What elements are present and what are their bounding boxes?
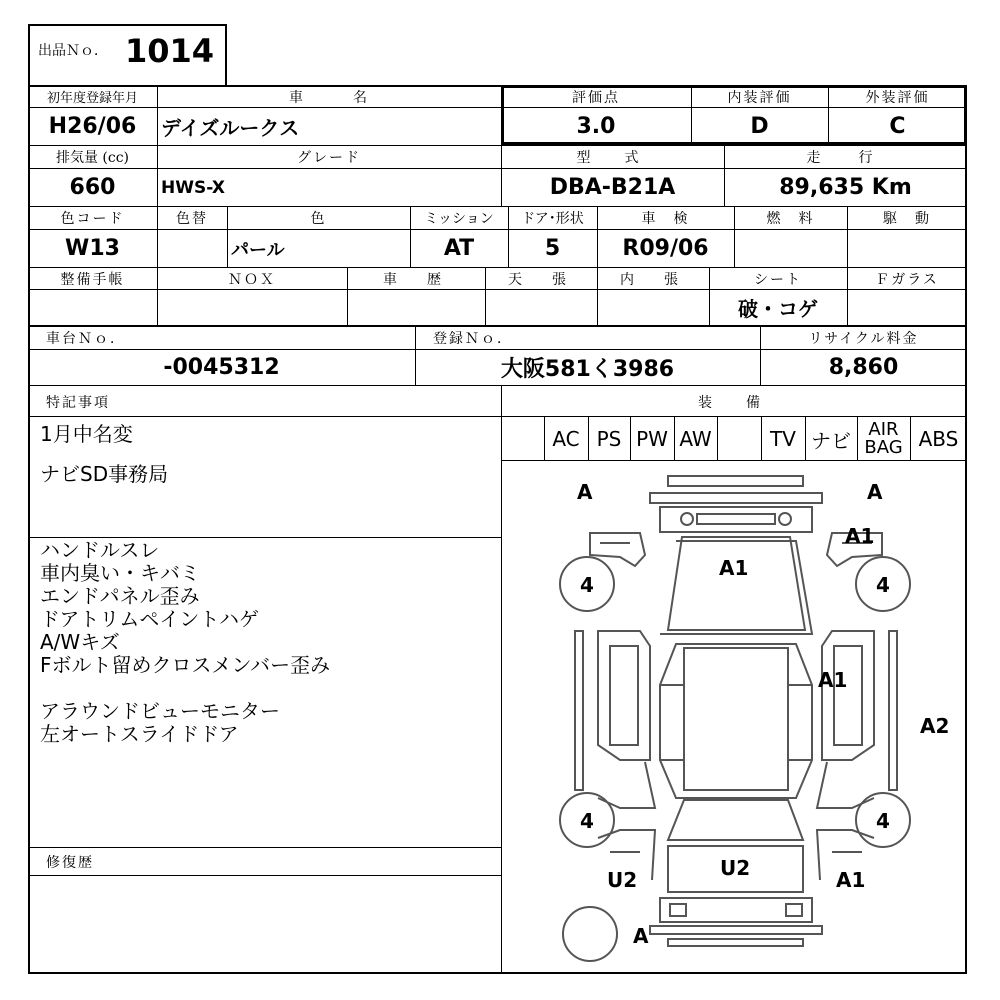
model-value: DBA-B21A xyxy=(549,175,676,200)
inspection-value: R09/06 xyxy=(622,236,709,261)
note-top-2: ナビSD事務局 xyxy=(40,462,169,486)
mark-hood: A1 xyxy=(719,556,749,580)
mark-front-left: A xyxy=(577,480,593,504)
mark-rear-right: A1 xyxy=(836,868,866,892)
roof-shape xyxy=(684,648,788,790)
interior-label: 内装評価 xyxy=(727,89,792,106)
score-label: 評価点 xyxy=(572,89,620,106)
mark-tire-rr: 4 xyxy=(876,809,890,833)
inspection-label: 車 検 xyxy=(641,211,690,227)
spare-tire-shape xyxy=(563,907,617,961)
mark-front-right: A xyxy=(867,480,883,504)
interior-value: D xyxy=(750,114,769,139)
rear-bumper-shape xyxy=(660,898,812,922)
equip-item-abs: ABS xyxy=(918,427,959,451)
color-code-value: W13 xyxy=(65,236,120,261)
equip-item-aw: AW xyxy=(679,427,712,451)
car-damage-diagram xyxy=(501,461,967,974)
exterior-value: C xyxy=(889,114,906,139)
chassis-value: -0045312 xyxy=(163,355,280,380)
fuel-value xyxy=(734,230,847,267)
recycle-label: リサイクル料金 xyxy=(808,331,919,347)
first-reg-value: H26/06 xyxy=(48,114,137,139)
registration-label: 登録Ｎｏ． xyxy=(433,331,513,347)
left-door-front-shape xyxy=(598,631,650,760)
seat-label: シート xyxy=(754,271,802,288)
note-top-1: 1月中名変 xyxy=(40,422,133,446)
doors-label: ドア･形状 xyxy=(521,211,584,227)
transmission-value: AT xyxy=(443,236,475,261)
equip-item-airbag: AIR BAG xyxy=(864,419,903,458)
chassis-label: 車台Ｎｏ． xyxy=(46,331,126,347)
repaint-value xyxy=(157,230,227,267)
note-4: ドアトリムペイントハゲ xyxy=(40,607,259,631)
transmission-label: ミッション xyxy=(424,211,494,227)
mark-tire-rl: 4 xyxy=(580,809,594,833)
equip-item-pw: PW xyxy=(636,427,668,451)
mark-tire-fl: 4 xyxy=(580,573,594,597)
grade-label: グレード xyxy=(297,150,361,166)
equipment-label: 装 備 xyxy=(698,394,770,411)
nox-label: ＮＯＸ xyxy=(228,271,276,288)
score-value: 3.0 xyxy=(576,114,616,139)
color-value: パール xyxy=(231,239,285,261)
mark-right-front-door: A1 xyxy=(818,668,848,692)
mark-right-side: A2 xyxy=(920,714,950,738)
note-9: 左オートスライドドア xyxy=(40,722,239,746)
drive-label: 駆 動 xyxy=(883,211,931,227)
left-fender-shape xyxy=(590,533,645,566)
glass-label: Ｆガラス xyxy=(875,271,939,288)
equip-item-0 xyxy=(501,418,544,460)
color-code-label: 色コード xyxy=(60,211,125,227)
front-bumper-shape xyxy=(668,476,803,486)
seat-value: 破・コゲ xyxy=(738,297,818,321)
model-label: 型 式 xyxy=(576,150,649,166)
note-3: エンドパネル歪み xyxy=(40,584,200,608)
first-reg-label: 初年度登録年月 xyxy=(46,91,138,106)
equip-item-ps: PS xyxy=(596,427,622,451)
hood-shape xyxy=(668,537,805,630)
lot-number-label: 出品Ｎｏ． xyxy=(38,43,108,59)
displacement-value: 660 xyxy=(69,175,116,200)
color-label: 色 xyxy=(310,211,327,227)
equip-item-ac: AC xyxy=(552,427,580,451)
note-1: ハンドルスレ xyxy=(40,538,160,562)
equip-item-tv: TV xyxy=(770,427,796,451)
repair-history-label: 修復歴 xyxy=(46,854,94,871)
equip-item-navi: ナビ xyxy=(811,428,851,453)
lot-number: 1014 xyxy=(125,32,215,70)
interior-trim-label: 内 張 xyxy=(620,271,686,288)
mileage-label: 走 行 xyxy=(806,150,885,166)
roof-label: 天 張 xyxy=(508,271,574,288)
grade-value: HWS-X xyxy=(161,177,225,198)
note-2: 車内臭い・キバミ xyxy=(40,561,200,585)
note-8: アラウンドビューモニター xyxy=(40,699,280,723)
equip-item-5 xyxy=(717,418,761,460)
registration-value: 大阪581く3986 xyxy=(500,357,675,382)
history-label: 車 歴 xyxy=(383,271,449,288)
drive-value xyxy=(847,230,967,267)
repaint-label: 色替 xyxy=(176,211,208,227)
service-book-label: 整備手帳 xyxy=(60,271,125,288)
mark-rear-bumper: A xyxy=(633,924,649,948)
fuel-label: 燃 料 xyxy=(766,211,815,227)
mileage-value: 89,635 Km xyxy=(779,175,912,200)
mark-tailgate: U2 xyxy=(720,856,751,880)
mark-tire-fr: 4 xyxy=(876,573,890,597)
car-name-label: 車 名 xyxy=(289,89,369,106)
exterior-label: 外装評価 xyxy=(865,89,930,106)
car-name-value: デイズルークス xyxy=(161,116,300,140)
doors-value: 5 xyxy=(544,236,561,261)
notes-label: 特記事項 xyxy=(46,394,110,411)
mark-front-right-fender: A1 xyxy=(845,524,875,548)
displacement-label: 排気量 (cc) xyxy=(55,150,130,166)
right-door-front-shape xyxy=(822,631,874,760)
note-6: Fボルト留めクロスメンバー歪み xyxy=(40,653,331,677)
note-5: A/Wキズ xyxy=(40,630,120,654)
mark-rear-left: U2 xyxy=(607,868,638,892)
recycle-value: 8,860 xyxy=(828,355,899,380)
